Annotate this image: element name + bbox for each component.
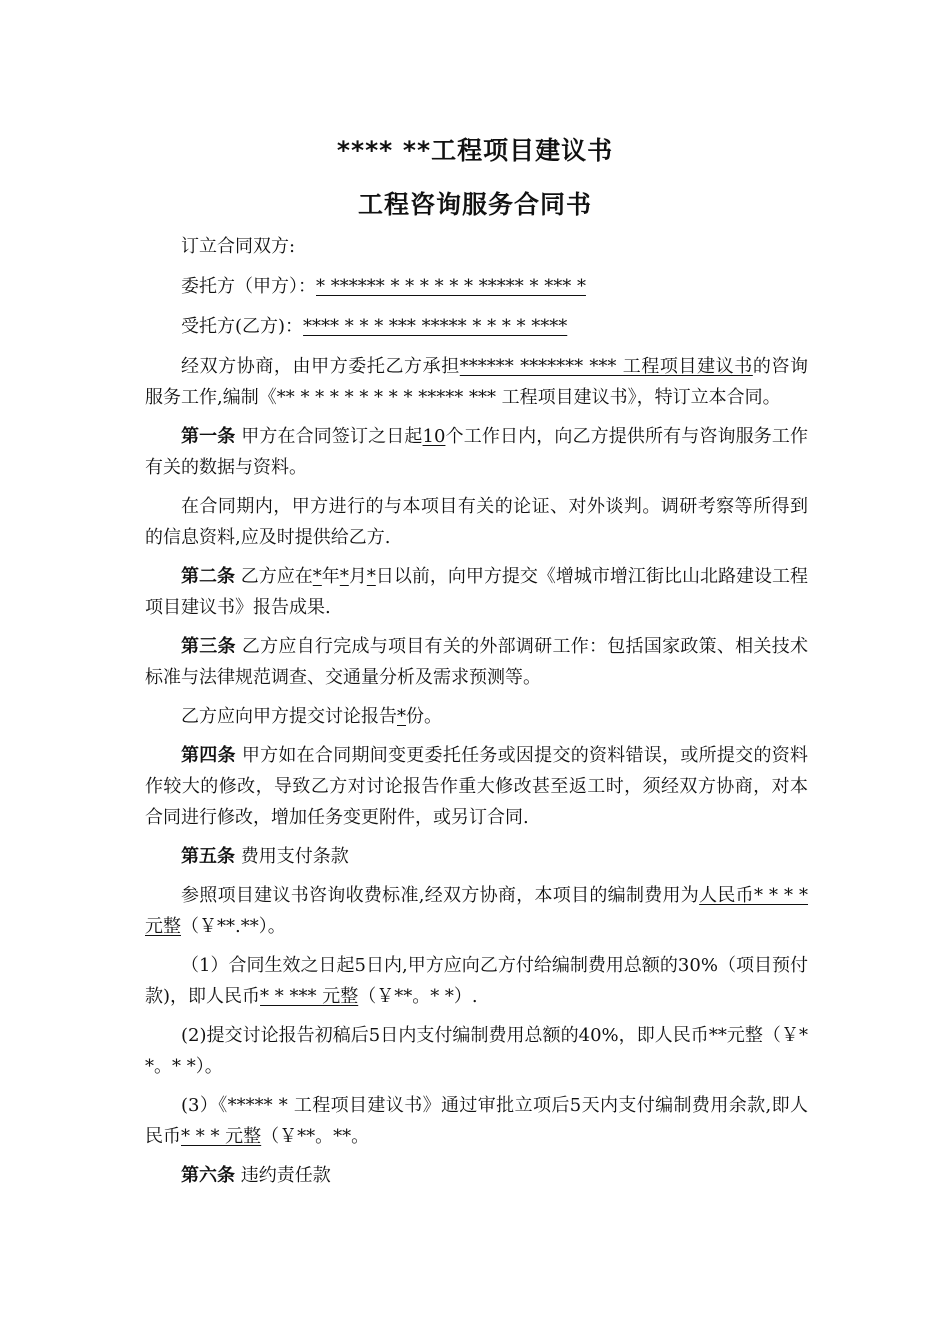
intro-paragraph (145, 351, 808, 413)
intro-project-name: ****** ******* *** 工程项目建议书 (459, 356, 753, 377)
report-copies: * (397, 706, 406, 727)
client-line (145, 271, 808, 302)
article-2-text-1: 乙方应在 (240, 566, 313, 587)
article-2-month: * (339, 566, 349, 587)
article-3-note (145, 701, 808, 732)
payment-3-text-2: （￥**。**。 (261, 1126, 370, 1147)
payment-1 (145, 950, 808, 1012)
article-1-note: 在合同期内，甲方进行的与本项目有关的论证、对外谈判。调研考察等所得到的信息资料,应及时提供给乙方. (145, 496, 808, 548)
article-3-label: 第三条 (181, 636, 236, 657)
payment-1-text-2: （￥**。* *）. (358, 986, 478, 1007)
article-2-day: * (366, 566, 376, 587)
article-2-label: 第二条 (181, 566, 236, 587)
article-5-label: 第五条 (181, 846, 235, 867)
fee-text-1: 参照项目建议书咨询收费标准,经双方协商，本项目的编制费用为 (181, 885, 700, 906)
contractor-line (145, 311, 808, 342)
article-2-year-unit: 年 (321, 566, 340, 587)
article-2-year: * (312, 566, 322, 587)
article-3-note-text-2: 份。 (406, 706, 442, 727)
article-1-text-2: 个工作日内，向乙方提供所有与咨询服务工作有关的数据与资料。 (145, 426, 808, 478)
article-5 (145, 841, 808, 872)
fee-amount: 人民币* * * * 元整 (145, 885, 809, 937)
article-6 (145, 1160, 808, 1191)
payment-3 (145, 1090, 808, 1152)
article-5-text: 费用支付条款 (240, 846, 349, 867)
article-2 (145, 561, 808, 623)
article-5-fee (145, 880, 808, 942)
payment-2: (2)提交讨论报告初稿后5日内支付编制费用总额的40%，即人民币**元整（￥* *。* *）。 (145, 1025, 808, 1077)
fee-text-2: （￥**.**）。 (181, 916, 286, 937)
payment-1-amount: * * *** 元整 (260, 986, 359, 1007)
article-1-label: 第一条 (181, 426, 236, 447)
parties-heading: 订立合同双方: (181, 236, 296, 257)
intro-text-2: 的咨询服务工作,编制《** * * * * * * * * ***** *** 工程项目建议书》，特订立本合同。 (145, 356, 809, 408)
client-name: * ****** * * * * * * ***** * *** * (316, 276, 586, 297)
article-3-text: 乙方应自行完成与项目有关的外部调研工作：包括国家政策、相关技术标准与法律规范调查、交通量分析及需求预测等。 (145, 636, 809, 688)
article-2-text-2: 日以前，向甲方提交《增城市增江街比山北路建设工程项目建议书》报告成果. (145, 566, 809, 618)
payment-3-amount: * * * 元整 (181, 1126, 262, 1147)
article-4 (145, 740, 808, 833)
contractor-name: **** * * * *** ***** * * * * **** (303, 316, 568, 337)
payment-3-text-1: (3）《***** * 工程项目建议书》通过审批立项后5天内支付编制费用余款,即人民币 (145, 1095, 808, 1147)
payment-1-text-1: （1）合同生效之日起5日内,甲方应向乙方付给编制费用总额的30%（项目预付款)，即人民币 (145, 955, 808, 1007)
article-6-text: 违约责任款 (240, 1165, 331, 1186)
article-4-text: 甲方如在合同期间变更委托任务或因提交的资料错误，或所提交的资料作较大的修改，导致乙方对讨论报告作重大修改甚至返工时，须经双方协商，对本合同进行修改，增加任务变更附件，或另订合同. (145, 745, 809, 828)
article-4-label: 第四条 (181, 745, 236, 766)
article-1 (145, 421, 808, 483)
contract-body (145, 231, 808, 1199)
article-6-label: 第六条 (181, 1165, 235, 1186)
article-3-note-text-1: 乙方应向甲方提交讨论报告 (181, 706, 397, 727)
article-1-days: 10 (422, 426, 446, 447)
intro-text-1: 经双方协商，由甲方委托乙方承担 (181, 356, 460, 377)
article-2-month-unit: 月 (348, 566, 367, 587)
article-3 (145, 631, 808, 693)
contractor-label: 受托方(乙方)： (181, 316, 304, 337)
client-label: 委托方（甲方）： (181, 276, 316, 297)
document-subtitle: 工程咨询服务合同书 (357, 190, 592, 219)
document-title: **** **工程项目建议书 (336, 136, 614, 165)
article-1-text-1: 甲方在合同签订之日起 (241, 426, 423, 447)
